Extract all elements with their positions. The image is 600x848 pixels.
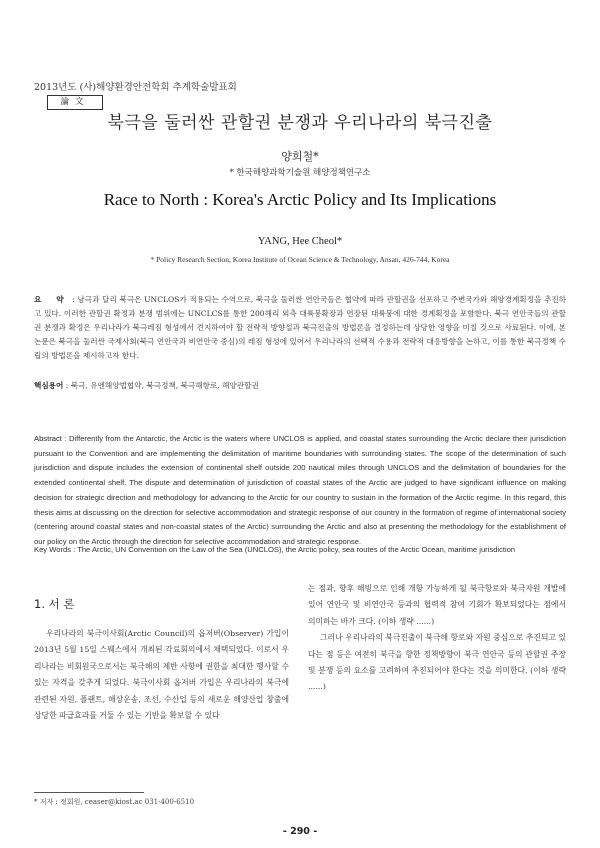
- abstract-english-label: Abstract: [34, 434, 62, 443]
- abstract-english: [34, 432, 566, 550]
- conference-header: 2013년도 (사)해양환경안전학회 추계학술발표회: [34, 82, 237, 93]
- affiliation-english: * Policy Research Section, Korea Institute of Ocean Science & Technology, Ansan, 426-744, Korea: [150, 255, 450, 264]
- body-right-paragraph-1: 는 점과, 향후 해빙으로 인해 개항 가능하게 될 북극항로와 북극자원 개발에 있어 연안국 및 비연안국 등과의 협력적 참여 기회가 확보되었다는 점에서 의미하는 바가 크다. (이하 생략 ......): [308, 584, 566, 626]
- keywords-korean-label: 핵심용어: [34, 381, 64, 390]
- author-english: YANG, Hee Cheol*: [257, 236, 343, 247]
- keywords-korean-text: : 북극, 유엔해양법협약, 북극정책, 북극해항로, 해양관할권: [63, 381, 259, 390]
- section-heading: 1. 서 론: [34, 597, 75, 611]
- keywords-english: [34, 543, 566, 557]
- abstract-korean: [34, 293, 566, 363]
- title-english: Race to North : Korea's Arctic Policy and Its Implications: [103, 190, 497, 209]
- keywords-english-label: Key Words: [34, 545, 71, 554]
- affiliation-korean: * 한국해양과학기술원 해양정책연구소: [229, 168, 371, 178]
- footnote: * 저자 : 정회원, ceaser@kiost.ac 031-400-6510: [34, 798, 195, 806]
- title-korean: 북극을 둘러싼 관할권 분쟁과 우리나라의 북극진출: [107, 113, 493, 133]
- abstract-english-text: : Differently from the Antarctic, the Arctic is the waters where UNCLOS is applied, and coastal states surrounding the Arctic declare their jurisdiction pursuant to the Convention and are implementing the delimitation of maritime boundaries with surrounding states. The scope of the determination of such jurisdiction and dispute includes the extension of continental shelf outside 200 nautical miles through UNCLOS and the delimitation of boundaries for the extended continental shelf. The dispute and determination of jurisdiction of coastal states of the Arctic are judged to have significant influence on making decision for strategic direction and methodology for advancing to the Arctic for our country to sustain in the formation of the Arctic regime. In this regard, this thesis aims at discussing on the direction for selective accommodation and strategic response of our country in the formation of regime of international society (centering around coastal states and non-coastal states of the Arctic) surrounding the Arctic and also at presenting the methodology for the establishment of our policy on the Arctic through the direction for selective accommodation and strategic response.: [34, 434, 566, 546]
- body-right-column: [308, 581, 566, 696]
- keywords-korean: [34, 380, 566, 391]
- body-left-column: 우리나라의 북극이사회(Arctic Council)의 옵저버(Observer) 가입이 2013년 5월 15일 스웨스에서 개최된 각료회의에서 채택되었다. 이로서 우리나라는 비회원국으로서는 북극해의 제반 사항에 권한을 최대한 행사할 수 있는 자격을 갖추게 되었다. 북극이사회 옵저버 가입은 우리나라의 북극에 관련된 자원, 플랜트, 해상운송, 조선, 수산업 등의 새로운 해양산업 창출에 상당한 파급효과를 거둘 수 있는 기반을 확보할 수 있다: [34, 629, 289, 721]
- author-korean: 양희철*: [281, 150, 319, 163]
- footnote-rule: [34, 792, 144, 793]
- abstract-korean-label: 요 약: [34, 295, 70, 304]
- keywords-english-text: : The Arctic, UN Convention on the Law of the Sea (UNCLOS), the Arctic policy, sea routes of the Arctic Ocean, maritime jurisdiction: [71, 545, 516, 554]
- paper-type-badge: 論文: [47, 95, 103, 110]
- body-right-paragraph-2: 그러나 우리나라의 북극진출이 북극해 항로와 자원 중심으로 추진되고 있다는 점 등은 여전히 북극을 향한 정책방향이 북극 연안국 등의 관할권 주장 및 분쟁 등의 요소를 고려하여 추진되어야 한다는 것을 의미한다. (이하 생략 ......): [308, 633, 566, 692]
- abstract-korean-text: : 남극과 달리 북극은 UNCLOS가 적용되는 수역으로, 북극을 둘러싼 연안국들은 협약에 따라 관할권을 선포하고 주변국가와 해양경계획정을 추진하고 있다. 이러한 관할권 확정과 분쟁 범위에는 UNCLCS를 통한 200해리 외측 대륙붕확장과 연장된 대륙붕에 대한 경계획정을 포함한다. 북극 연안국들의 관할권 분쟁과 확정은 우리나라가 북극레짐 형성에서 견지하여야 할 전략적 방향설과 북극진출의 방법론을 결정하는데 상당한 영향을 미칠 것으로 사료된다. 이에, 본 논문은 북극을 둘러싼 국제사회(북극 연안국과 비연안국 중심)의 레짐 형성에 있어서 우리나라의 선택적 수용과 전략적 대응방향을 논하고, 이를 통한 북극정책 수립의 방법론을 제시하고자 한다.: [34, 295, 566, 360]
- page-number: - 290 -: [282, 826, 318, 837]
